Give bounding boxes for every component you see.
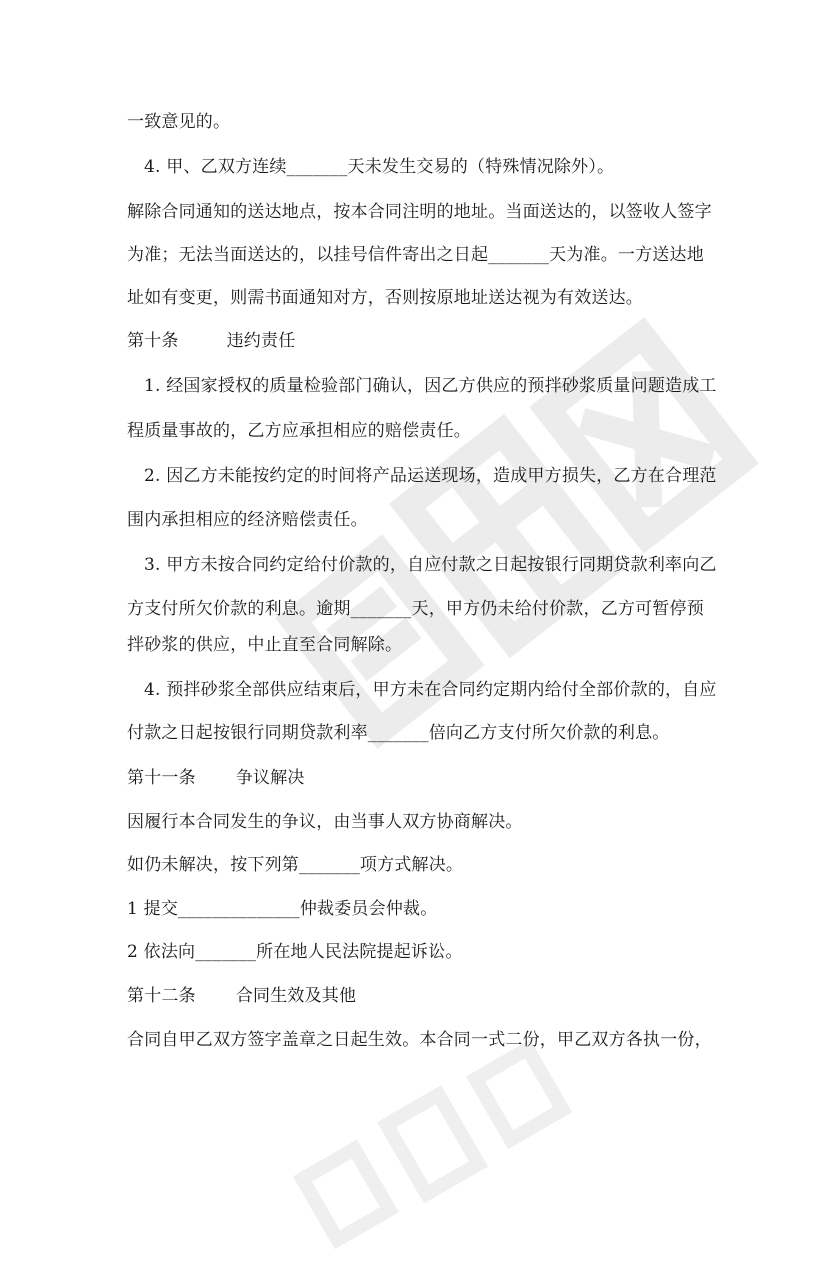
paragraph-line: 围内承担相应的经济赔偿责任。 [127,510,368,530]
paragraph-line: 3. 甲方未按合同约定给付价款的，自应付款之日起按银行同期贷款利率向乙 [144,555,717,575]
section-title: 合同生效及其他 [235,986,357,1006]
section-heading-10 [127,329,295,353]
paragraph-line: 拌砂浆的供应，中止直至合同解除。 [127,635,403,655]
section-number: 第十一条 [127,768,196,788]
section-number: 第十条 [127,331,179,351]
paragraph-line: 2 依法向_______所在地人民法院提起诉讼。 [127,942,463,962]
section-heading-11 [127,766,305,790]
paragraph-line: 2. 因乙方未能按约定的时间将产品运送现场，造成甲方损失，乙方在合理范 [144,466,717,486]
paragraph-line: 解除合同通知的送达地点，按本合同注明的地址。当面送达的，以签收人签字 [127,202,712,222]
paragraph-line: 1. 经国家授权的质量检验部门确认，因乙方供应的预拌砂浆质量问题造成工 [144,376,717,396]
paragraph-line: 付款之日起按银行同期贷款利率_______倍向乙方支付所欠价款的利息。 [127,723,670,743]
paragraph-line: 因履行本合同发生的争议，由当事人双方协商解决。 [127,812,523,832]
section-heading-12 [127,984,356,1008]
section-title: 争议解决 [235,768,305,788]
paragraph-line: 方支付所欠价款的利息。逾期_______天，甲方仍未给付价款，乙方可暂停预 [127,599,704,619]
section-title: 违约责任 [226,331,296,351]
paragraph-line: 为准；无法当面送达的，以挂号信件寄出之日起_______天为准。一方送达地 [127,245,704,265]
paragraph-line: 址如有变更，则需书面通知对方，否则按原地址送达视为有效送达。 [127,288,643,308]
paragraph-line: 4. 甲、乙双方连续_______天未发生交易的（特殊情况除外）。 [144,157,615,177]
paragraph-line: 4. 预拌砂浆全部供应结束后，甲方未在合同约定期内给付全部价款的，自应 [144,680,717,700]
paragraph-line: 一致意见的。 [127,112,231,132]
section-number: 第十二条 [127,986,196,1006]
paragraph-line: 如仍未解决，按下列第_______项方式解决。 [127,855,464,875]
watermark-logo [145,175,830,905]
paragraph-line: 程质量事故的，乙方应承担相应的赔偿责任。 [127,421,471,441]
paragraph-line: 合同自甲乙双方签字盖章之日起生效。本合同一式二份，甲乙双方各执一份， [127,1030,712,1050]
paragraph-line: 1 提交______________仲裁委员会仲裁。 [127,899,438,919]
